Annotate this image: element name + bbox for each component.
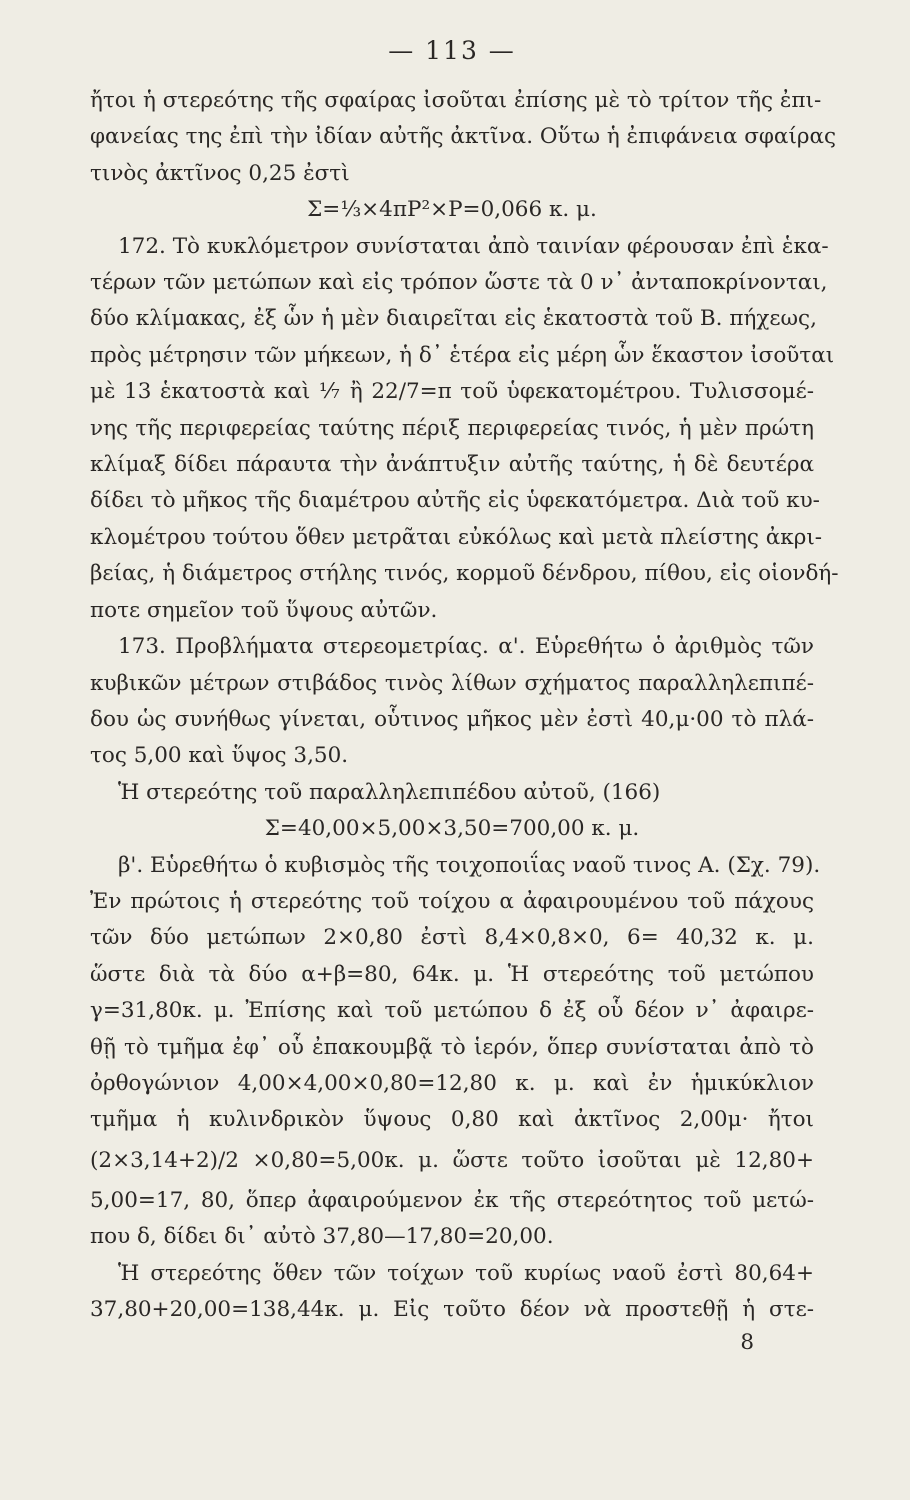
text-line: τέρων τῶν μετώπων καὶ εἰς τρόπον ὥστε τὰ 0 ν᾿ ἀνταποκρίνονται, — [90, 270, 828, 296]
formula-line: Σ=40,00×5,00×3,50=700,00 κ. μ. — [264, 816, 640, 842]
text-line: μὲ 13 ἑκατοστὰ καὶ ⅐ ἢ 22/7=π τοῦ ὑφεκατομέτρου. Τυλισσομέ- — [90, 379, 814, 405]
text-line: 37,80+20,00=138,44κ. μ. Εἰς τοῦτο δέον νὰ προστεθῇ ἡ στε- — [90, 1297, 814, 1322]
text-line: β'. Εὑρεθήτω ὁ κυβισμὸς τῆς τοιχοποιΐας ναοῦ τινος Α. (Σχ. 79). — [118, 852, 821, 878]
text-line: δου ὡς συνήθως γίνεται, οὗτινος μῆκος μὲν ἐστὶ 40,μ·00 τὸ πλά- — [90, 706, 814, 732]
text-line: τμῆμα ἡ κυλινδρικὸν ὕψους 0,80 καὶ ἀκτῖνος 2,00μ· ἤτοι — [90, 1107, 814, 1133]
text-line: ὥστε διὰ τὰ δύο α+β=80, 64κ. μ. Ἡ στερεότης τοῦ μετώπου — [90, 961, 814, 987]
text-line: 172. Τὸ κυκλόμετρον συνίσταται ἀπὸ ταινίαν φέρουσαν ἐπὶ ἑκα- — [118, 233, 829, 259]
text-line: γ=31,80κ. μ. Ἐπίσης καὶ τοῦ μετώπου δ ἐξ οὗ δέον ν᾿ ἀφαιρε- — [90, 998, 814, 1024]
text-line: θῇ τὸ τμῆμα ἐφ᾿ οὗ ἐπακουμβᾷ τὸ ἱερόν, ὅπερ συνίσταται ἀπὸ τὸ — [90, 1034, 814, 1060]
text-line: Ἡ στερεότης τοῦ παραλληλεπιπέδου αὐτοῦ, (166) — [118, 779, 661, 805]
text-line: 173. Προβλήματα στερεομετρίας. α'. Εὑρεθήτω ὁ ἀριθμὸς τῶν — [118, 634, 814, 660]
text-line: νης τῆς περιφερείας ταύτης πέριξ περιφερείας τινός, ἡ μὲν πρώτη — [90, 415, 814, 441]
text-line: 5,00=17, 80, ὅπερ ἀφαιρούμενον ἐκ τῆς στερεότητος τοῦ μετώ- — [90, 1187, 814, 1213]
signature-mark: 8 — [740, 1330, 754, 1356]
formula-line: Σ=⅓×4πΡ²×Ρ=0,066 κ. μ. — [307, 197, 597, 223]
formula-line: (2×3,14+2)/2 ×0,80=5,00κ. μ. ὥστε τοῦτο ἰσοῦται μὲ 12,80+ — [90, 1147, 814, 1173]
text-line: κλίμαξ δίδει πάραυτα τὴν ἀνάπτυξιν αὐτῆς ταύτης, ἡ δὲ δευτέρα — [90, 452, 814, 478]
text-line: ἤτοι ἡ στερεότης τῆς σφαίρας ἰσοῦται ἐπίσης μὲ τὸ τρίτον τῆς ἐπι- — [90, 88, 822, 113]
text-line: κυβικῶν μέτρων στιβάδος τινὸς λίθων σχήματος παραλληλεπιπέ- — [90, 670, 814, 696]
text-line: Ἡ στερεότης ὅθεν τῶν τοίχων τοῦ κυρίως ναοῦ ἐστὶ 80,64+ — [118, 1260, 814, 1286]
text-line: που δ, δίδει δι᾿ αὐτὸ 37,80—17,80=20,00. — [90, 1224, 554, 1250]
text-line: φανείας της ἐπὶ τὴν ἰδίαν αὐτῆς ἀκτῖνα. Οὕτω ἡ ἐπιφάνεια σφαίρας — [90, 124, 837, 150]
text-line: δύο κλίμακας, ἐξ ὧν ἡ μὲν διαιρεῖται εἰς ἑκατοστὰ τοῦ Β. πήχεως, — [90, 306, 817, 332]
text-line: βείας, ἡ διάμετρος στήλης τινός, κορμοῦ δένδρου, πίθου, εἰς οἱονδή- — [90, 561, 839, 587]
text-line: πρὸς μέτρησιν τῶν μήκεων, ἡ δ᾿ ἑτέρα εἰς μέρη ὧν ἕκαστον ἰσοῦται — [90, 342, 835, 368]
page-number: — 113 — — [388, 36, 516, 65]
text-line: Ἐν πρώτοις ἡ στερεότης τοῦ τοίχου α ἀφαιρουμένου τοῦ πάχους — [90, 888, 814, 914]
text-line: τινὸς ἀκτῖνος 0,25 ἐστὶ — [90, 160, 350, 186]
text-line: τος 5,00 καὶ ὕψος 3,50. — [90, 743, 349, 769]
text-line: ποτε σημεῖον τοῦ ὕψους αὐτῶν. — [90, 597, 438, 623]
text-line: δίδει τὸ μῆκος τῆς διαμέτρου αὐτῆς εἰς ὑφεκατόμετρα. Διὰ τοῦ κυ- — [90, 488, 820, 514]
text-line: κλομέτρου τούτου ὅθεν μετρᾶται εὐκόλως καὶ μετὰ πλείστης ἀκρι- — [90, 524, 823, 550]
text-line: ὀρθογώνιον 4,00×4,00×0,80=12,80 κ. μ. καὶ ἐν ἡμικύκλιον — [90, 1070, 814, 1096]
text-line: τῶν δύο μετώπων 2×0,80 ἐστὶ 8,4×0,8×0, 6= 40,32 κ. μ. — [90, 925, 814, 951]
